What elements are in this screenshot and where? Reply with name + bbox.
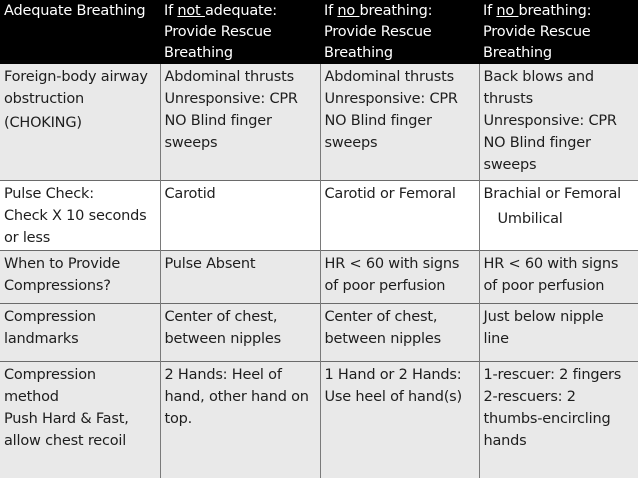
cell-adult: Carotid bbox=[160, 180, 320, 250]
cell-child: HR < 60 with signs of poor perfusion bbox=[320, 250, 479, 303]
cell-infant: Just below nipple line bbox=[483, 308, 604, 347]
header-not-adequate: If not adequate: Provide Rescue Breathing bbox=[164, 3, 277, 61]
cell-infant: Brachial or Femoral Umbilical bbox=[483, 185, 621, 227]
underlined-word: no bbox=[496, 3, 519, 19]
table-row bbox=[0, 303, 638, 361]
underlined-word: no bbox=[337, 3, 360, 19]
cell-child: Abdominal thrusts Unresponsive: CPR NO Blind finger sweeps bbox=[320, 64, 479, 180]
row-label: Foreign-body airway obstruction (CHOKING) bbox=[0, 64, 160, 180]
cell-adult: Center of chest, between nipples bbox=[160, 303, 320, 361]
header-no-breathing-child: If no breathing: Provide Rescue Breathing bbox=[324, 3, 433, 61]
row-label: When to Provide Compressions? bbox=[0, 250, 160, 303]
cell-infant: HR < 60 with signs of poor perfusion bbox=[483, 255, 619, 294]
table-row bbox=[0, 180, 638, 250]
table-row bbox=[0, 64, 638, 180]
cell-infant: 1-rescuer: 2 fingers 2-rescuers: 2 thumbs-encircling hands bbox=[483, 366, 622, 449]
cell-adult: Pulse Absent bbox=[160, 250, 320, 303]
underlined-word: not bbox=[177, 3, 205, 19]
header-no-breathing-infant: If no breathing: Provide Rescue Breathing bbox=[483, 3, 592, 61]
cell-child: Center of chest, between nipples bbox=[320, 303, 479, 361]
table-row bbox=[0, 250, 638, 303]
header-adequate-breathing: Adequate Breathing bbox=[4, 3, 146, 19]
row-label: Pulse Check: Check X 10 seconds or less bbox=[0, 180, 160, 250]
table-row bbox=[0, 361, 638, 478]
row-label: Compression landmarks bbox=[0, 303, 160, 361]
header-row bbox=[0, 0, 638, 64]
row-label: Compression method Push Hard & Fast, allow chest recoil bbox=[0, 361, 160, 478]
cell-infant: Back blows and thrusts Unresponsive: CPR NO Blind finger sweeps bbox=[483, 69, 617, 173]
cell-adult: 2 Hands: Heel of hand, other hand on top. bbox=[160, 361, 320, 478]
cell-adult: Abdominal thrusts Unresponsive: CPR NO Blind finger sweeps bbox=[160, 64, 320, 180]
cell-child: Carotid or Femoral bbox=[320, 180, 479, 250]
cell-child: 1 Hand or 2 Hands: Use heel of hand(s) bbox=[320, 361, 479, 478]
